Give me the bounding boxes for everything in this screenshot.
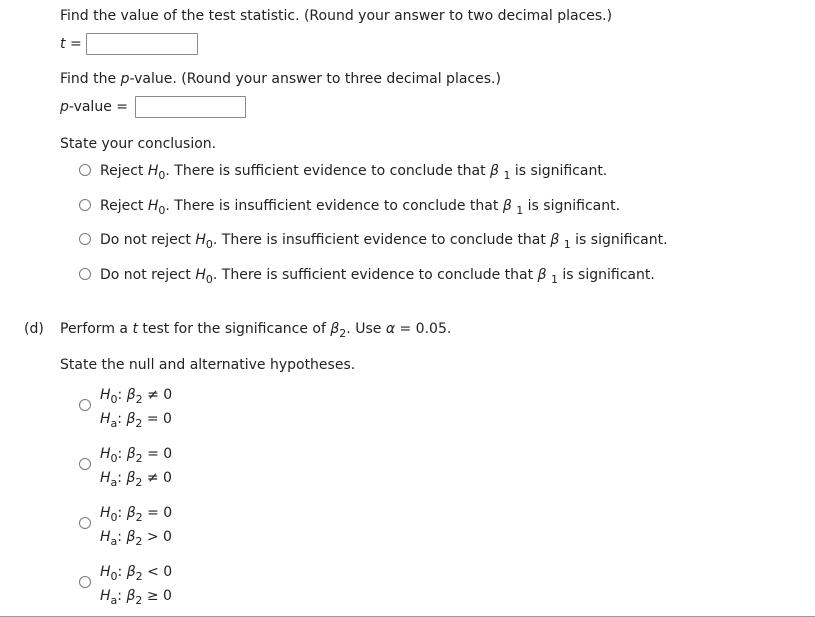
conclusion-option-4[interactable]: Do not reject $H_0$. There is sufficient evidence to conclude that β $_1$ is significant.	[100, 267, 655, 286]
hypothesis-radio-4[interactable]	[79, 576, 91, 588]
conclusion-radio-2[interactable]	[79, 199, 91, 211]
hypothesis-option-3-h0[interactable]: $H_0$: $\beta_2 = 0$	[100, 505, 173, 524]
conclusion-option-1[interactable]: Reject $H_0$. There is sufficient evidence to conclude that β $_1$ is significant.	[100, 163, 608, 182]
conclusion-prompt: State your conclusion.	[60, 136, 217, 152]
hypothesis-option-3-ha[interactable]: $H_a$: $\beta_2 > 0$	[100, 529, 172, 548]
hypothesis-option-4-h0[interactable]: $H_0$: $\beta_2 < 0$	[100, 564, 173, 583]
hypothesis-radio-1[interactable]	[79, 399, 91, 411]
test-statistic-prompt: Find the value of the test statistic. (Round your answer to two decimal places.)	[60, 8, 613, 24]
hypothesis-radio-2[interactable]	[79, 458, 91, 470]
hypothesis-option-2-h0[interactable]: $H_0$: $\beta_2 = 0$	[100, 446, 173, 465]
part-d-label: (d)	[24, 321, 44, 337]
hypotheses-prompt: State the null and alternative hypotheses.	[60, 357, 356, 373]
conclusion-option-2[interactable]: Reject $H_0$. There is insufficient evidence to conclude that β $_1$ is significant.	[100, 198, 621, 217]
hypothesis-radio-3[interactable]	[79, 517, 91, 529]
p-value-prompt: Find the p-value. (Round your answer to three decimal places.)	[60, 71, 501, 87]
t-statistic-input[interactable]	[86, 33, 198, 55]
conclusion-radio-4[interactable]	[79, 268, 91, 280]
p-value-input[interactable]	[135, 96, 246, 118]
p-value-label: p-value =	[60, 99, 128, 115]
hypothesis-option-4-ha[interactable]: $H_a$: $\beta_2 \ge 0$	[100, 588, 172, 607]
conclusion-option-3[interactable]: Do not reject $H_0$. There is insufficient evidence to conclude that β $_1$ is significant.	[100, 232, 668, 251]
t-label: t =	[60, 36, 82, 52]
conclusion-radio-3[interactable]	[79, 233, 91, 245]
hypothesis-option-1-h0[interactable]: $H_0$: $\beta_2 \ne 0$	[100, 387, 173, 406]
hypothesis-option-2-ha[interactable]: $H_a$: $\beta_2 \ne 0$	[100, 470, 172, 489]
part-d-prompt: Perform a t test for the significance of $\beta_2$. Use α = 0.05.	[60, 321, 452, 340]
conclusion-radio-1[interactable]	[79, 164, 91, 176]
hypothesis-option-1-ha[interactable]: $H_a$: $\beta_2 = 0$	[100, 411, 172, 430]
